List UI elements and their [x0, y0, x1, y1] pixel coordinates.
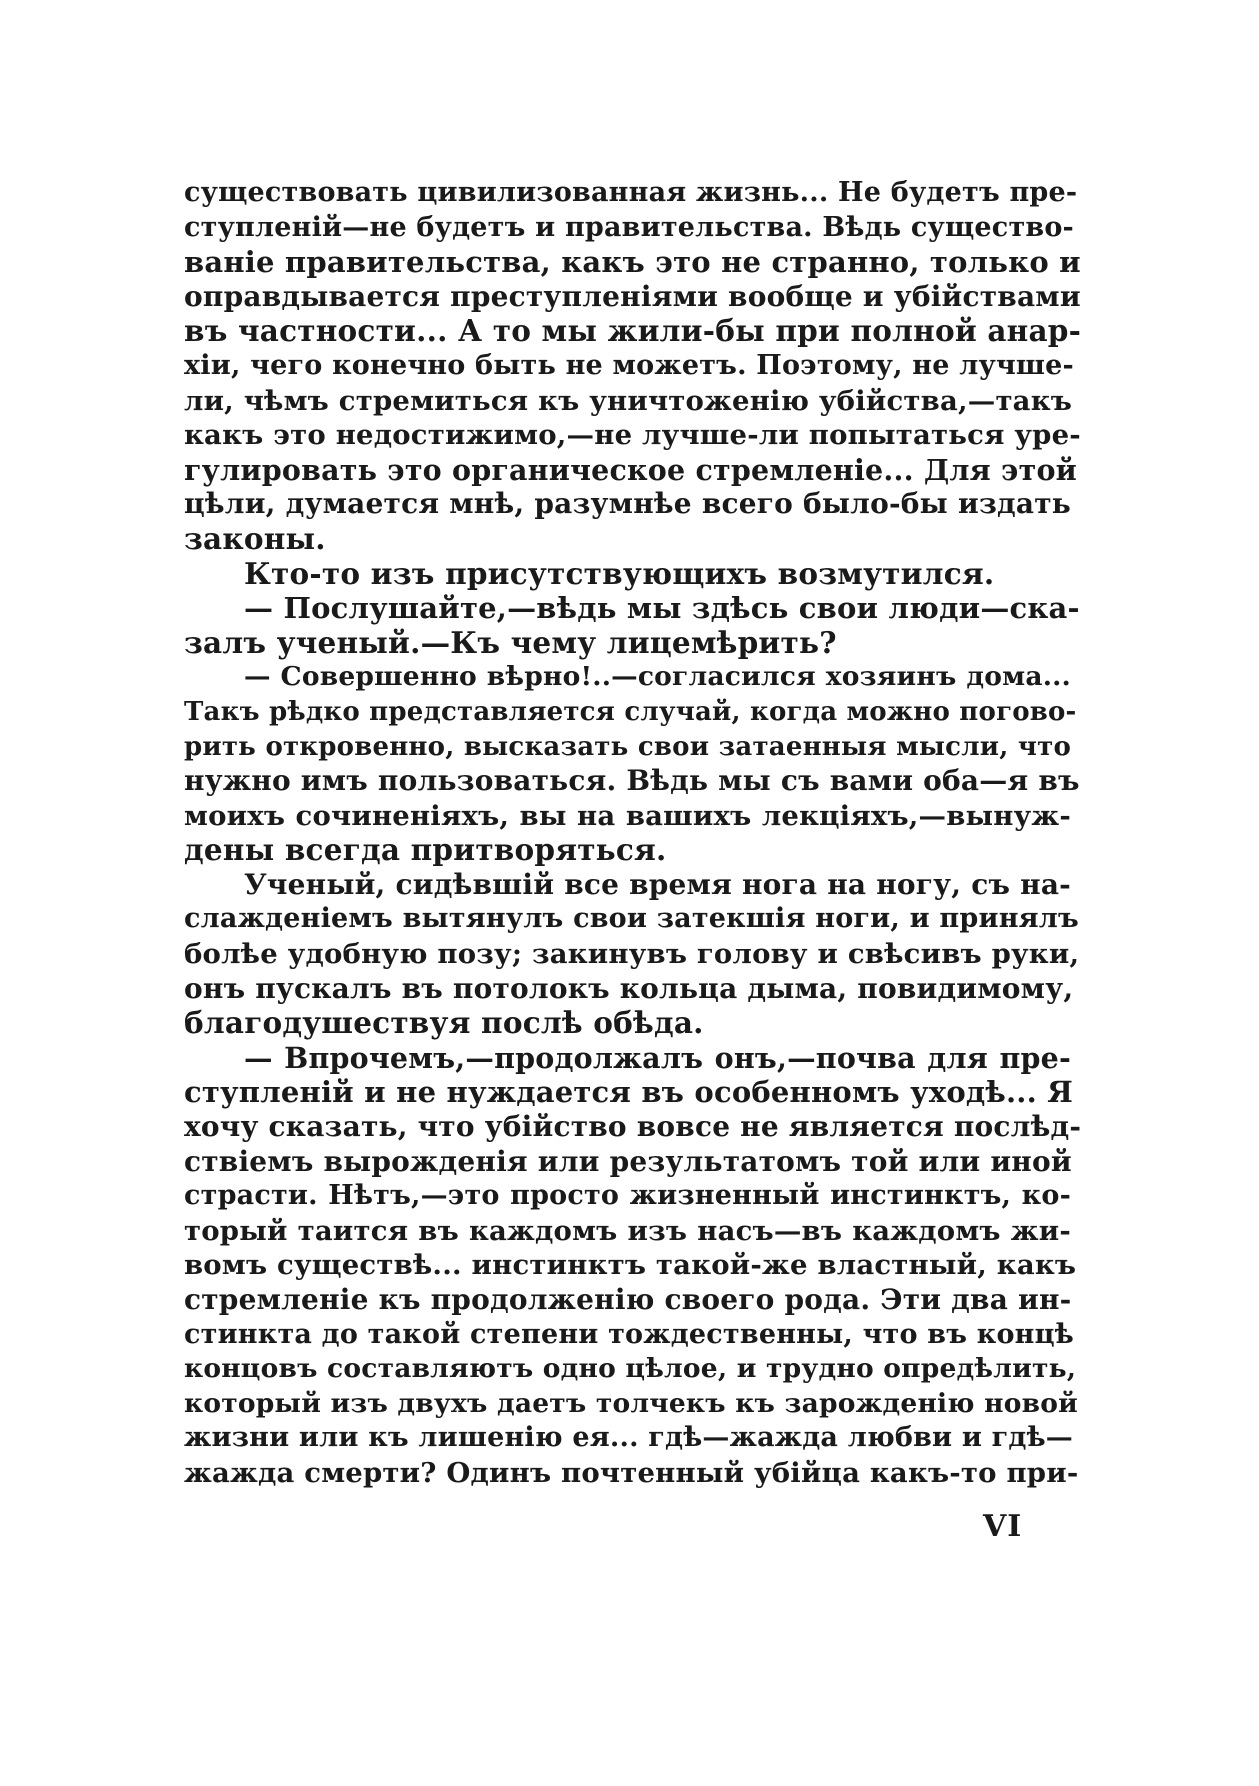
- text-line: нужно имъ пользоваться. Вѣдь мы съ вами оба—я въ: [184, 764, 1080, 798]
- text-line: концовъ составляютъ одно цѣлое, и трудно опредѣлить,: [184, 1353, 1077, 1385]
- text-line: — Впрочемъ,—продолжалъ онъ,—почва для пре-: [244, 1040, 1071, 1075]
- text-line: ли, чѣмъ стремиться къ уничтоженію убійства,—такъ: [184, 384, 1073, 417]
- text-line: Такъ рѣдко представляется случай, когда можно погово-: [184, 696, 1077, 727]
- text-line: Ученый, сидѣвшій все время нога на ногу, съ на-: [244, 867, 1071, 901]
- text-line: Кто-то изъ присутствующихъ возмутился.: [244, 555, 995, 591]
- text-line: болѣе удобную позу; закинувъ голову и свѣсивъ руки,: [184, 938, 1080, 971]
- page-body: [184, 176, 1082, 1491]
- text-line: торый таится въ каждомъ изъ насъ—въ каждомъ жи-: [184, 1214, 1071, 1247]
- text-line: въ частности... А то мы жили-бы при полной анар-: [184, 313, 1082, 349]
- text-line: залъ ученый.—Къ чему лицемѣрить?: [184, 624, 837, 660]
- text-line: жажда смерти? Одинъ почтенный убійца какъ-то при-: [184, 1456, 1079, 1489]
- text-line: стремленіе къ продолженію своего рода. Эти два ин-: [184, 1283, 1072, 1316]
- text-line: благодушествуя послѣ обѣда.: [184, 1005, 704, 1041]
- text-line: моихъ сочиненіяхъ, вы на вашихъ лекціяхъ,—вынуж-: [184, 799, 1071, 832]
- text-line: гулировать это органическое стремленіе... Для этой: [184, 452, 1078, 487]
- text-line: хіи, чего конечно быть не можетъ. Поэтому, не лучше-: [184, 349, 1074, 381]
- text-line: — Послушайте,—вѣдь мы здѣсь свои люди—ска-: [244, 591, 1080, 626]
- text-line: существовать цивилизованная жизнь... Не будетъ пре-: [184, 177, 1078, 208]
- text-line: который изъ двухъ даетъ толчекъ къ зарожденію новой: [184, 1387, 1078, 1419]
- text-line: ваніе правительства, какъ это не странно, только и: [184, 245, 1081, 280]
- text-line: ствіемъ вырожденія или результатомъ той или иной: [184, 1144, 1072, 1178]
- text-line: слажденіемъ вытянулъ свои затекшія ноги, и принялъ: [184, 903, 1079, 935]
- text-line: вомъ существѣ... инстинктъ такой-же властный, какъ: [184, 1249, 1077, 1282]
- text-line: страсти. Нѣтъ,—это просто жизненный инстинктъ, ко-: [184, 1180, 1071, 1212]
- text-line: ступленій—не будетъ и правительства. Вѣдь существо-: [184, 211, 1074, 243]
- text-line: стинкта до такой степени тождественны, что въ концѣ: [184, 1318, 1074, 1350]
- text-line: хочу сказать, что убійство вовсе не является послѣд-: [184, 1110, 1082, 1144]
- text-line: рить откровенно, высказать свои затаенныя мысли, что: [184, 731, 1071, 762]
- text-line: — Совершенно вѣрно!..—согласился хозяинъ дома...: [244, 661, 1071, 693]
- text-line: ступленій и не нуждается въ особенномъ уходѣ... Я: [184, 1075, 1073, 1110]
- text-line: дены всегда притворяться.: [184, 832, 667, 868]
- text-line: оправдывается преступленіями вообще и убійствами: [184, 279, 1081, 313]
- page-number: VI: [983, 1509, 1023, 1544]
- text-line: цѣли, думается мнѣ, разумнѣе всего было-бы издать: [184, 487, 1071, 521]
- text-line: онъ пускалъ въ потолокъ кольца дыма, повидимому,: [184, 971, 1074, 1005]
- text-line: жизни или къ лишенію ея... гдѣ—жажда любви и гдѣ—: [184, 1422, 1074, 1454]
- text-line: законы.: [184, 520, 326, 556]
- text-line: какъ это недостижимо,—не лучше-ли попытаться уре-: [184, 419, 1081, 452]
